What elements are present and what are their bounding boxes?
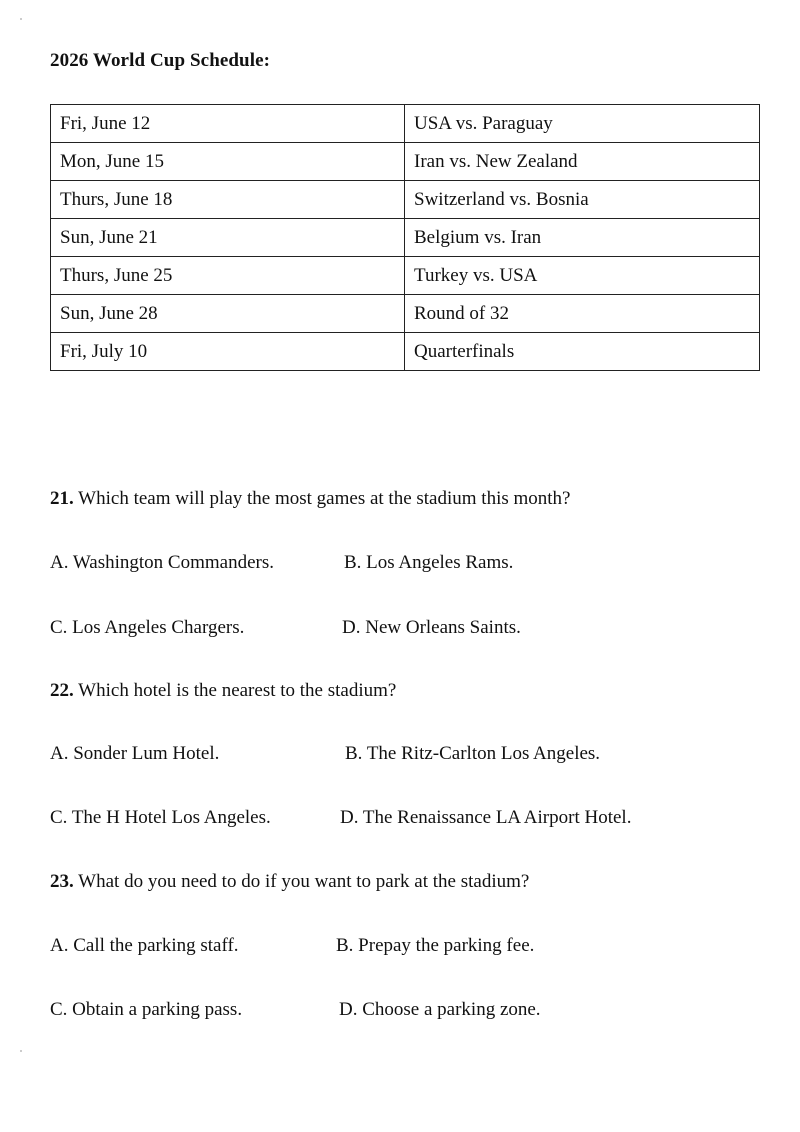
question-23 — [50, 871, 529, 893]
option-c[interactable]: C. The H Hotel Los Angeles. — [50, 807, 271, 828]
schedule-table — [50, 104, 760, 371]
option-b[interactable]: B. Prepay the parking fee. — [336, 935, 535, 956]
question-text: Which team will play the most games at the stadium this month? — [78, 488, 571, 509]
question-text: What do you need to do if you want to park at the stadium? — [78, 871, 530, 892]
scan-speck — [20, 18, 22, 20]
question-21 — [50, 488, 571, 510]
match-cell: Iran vs. New Zealand — [405, 143, 760, 181]
table-row — [51, 257, 760, 295]
option-a[interactable]: A. Washington Commanders. — [50, 552, 274, 573]
table-row — [51, 295, 760, 333]
match-cell: Switzerland vs. Bosnia — [405, 181, 760, 219]
date-cell: Fri, June 12 — [51, 105, 405, 143]
match-cell: Round of 32 — [405, 295, 760, 333]
question-number: 21. — [50, 488, 74, 509]
date-cell: Mon, June 15 — [51, 143, 405, 181]
option-d[interactable]: D. Choose a parking zone. — [339, 999, 541, 1020]
match-cell: Turkey vs. USA — [405, 257, 760, 295]
date-cell: Fri, July 10 — [51, 333, 405, 371]
option-d[interactable]: D. The Renaissance LA Airport Hotel. — [340, 807, 632, 828]
question-22 — [50, 680, 396, 702]
option-c[interactable]: C. Obtain a parking pass. — [50, 999, 243, 1020]
option-a[interactable]: A. Call the parking staff. — [50, 935, 239, 956]
question-number: 22. — [50, 680, 74, 701]
match-cell: Quarterfinals — [405, 333, 760, 371]
option-a[interactable]: A. Sonder Lum Hotel. — [50, 743, 220, 764]
page-title: 2026 World Cup Schedule: — [50, 50, 271, 71]
table-row — [51, 105, 760, 143]
table-row — [51, 333, 760, 371]
option-b[interactable]: B. The Ritz-Carlton Los Angeles. — [345, 743, 601, 764]
date-cell: Sun, June 28 — [51, 295, 405, 333]
option-c[interactable]: C. Los Angeles Chargers. — [50, 617, 245, 638]
date-cell: Thurs, June 25 — [51, 257, 405, 295]
scan-speck — [20, 1050, 22, 1052]
date-cell: Thurs, June 18 — [51, 181, 405, 219]
table-row — [51, 143, 760, 181]
table-row — [51, 219, 760, 257]
option-b[interactable]: B. Los Angeles Rams. — [344, 552, 514, 573]
match-cell: USA vs. Paraguay — [405, 105, 760, 143]
question-text: Which hotel is the nearest to the stadium? — [78, 680, 397, 701]
table-row — [51, 181, 760, 219]
date-cell: Sun, June 21 — [51, 219, 405, 257]
match-cell: Belgium vs. Iran — [405, 219, 760, 257]
option-d[interactable]: D. New Orleans Saints. — [342, 617, 521, 638]
question-number: 23. — [50, 871, 74, 892]
